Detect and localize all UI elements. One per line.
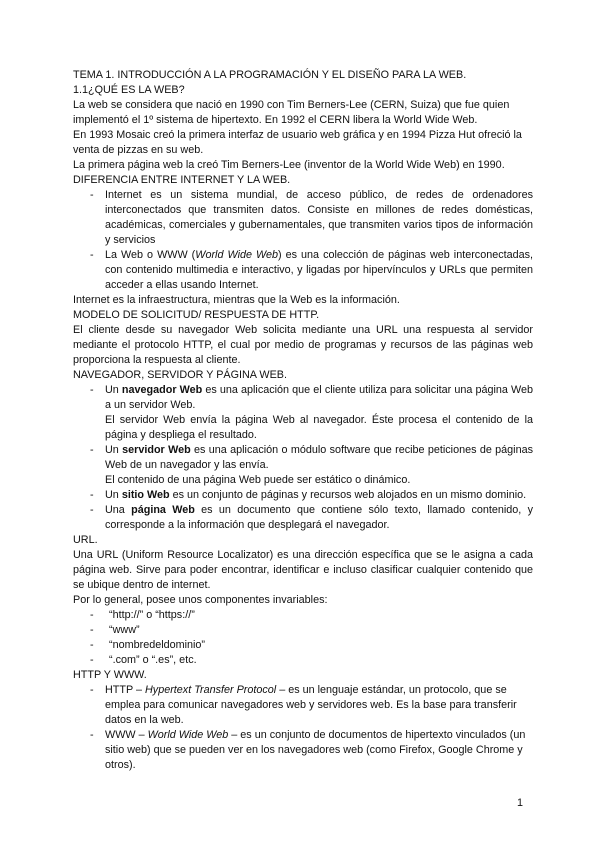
list-item: - “http://” o “https://” <box>73 608 533 623</box>
list-item: - “nombredeldominio” <box>73 638 533 653</box>
section-heading-url: URL. <box>73 534 98 546</box>
paragraph-origen-web: La web se considera que nació en 1990 con Tim Berners-Lee (CERN, Suiza) que fue quien implementó el 1º sistema de hipertexto. En 1992 el CERN libera la World Wide Web. <box>73 99 510 126</box>
list-item-servidor: - Un servidor Web es una aplicación o módulo software que recibe peticiones de páginas Web de un navegador y las envía. <box>73 443 533 473</box>
list-item-pagina: - Una página Web es un documento que contiene sólo texto, llamado contenido, y corresponde a la información que desplegará el navegador. <box>73 503 533 533</box>
paragraph-cliente-servidor: El cliente desde su navegador Web solicita mediante una URL una respuesta al servidor mediante el protocolo HTTP, el cual por medio de programas y recursos de las páginas web proporciona la respuesta al cliente. <box>73 324 533 366</box>
paragraph-infraestructura: Internet es la infraestructura, mientras que la Web es la información. <box>73 294 400 306</box>
page-number: 1 <box>517 797 524 809</box>
list-item-sitio: - Un sitio Web es un conjunto de páginas y recursos web alojados en un mismo dominio. <box>73 488 533 503</box>
section-heading-http-www: HTTP Y WWW. <box>73 669 147 681</box>
navegador-list <box>73 383 533 413</box>
document-page <box>73 68 533 773</box>
document-title: TEMA 1. INTRODUCCIÓN A LA PROGRAMACIÓN Y EL DISEÑO PARA LA WEB. <box>73 69 467 81</box>
list-item-internet: - Internet es un sistema mundial, de acceso público, de redes de ordenadores interconectados que transmiten datos. Consiste en millones de redes domésticas, académicas, comerciales y gubernamentales, que transmiten varios tipos de información y servicios <box>73 188 533 248</box>
list-item-web: - La Web o WWW (World Wide Web) es una colección de páginas web interconectadas, con contenido multimedia e interactivo, y ligadas por hipervínculos y URLs que permiten acceder a ellas usando Internet. <box>73 248 533 293</box>
paragraph-mosaic: En 1993 Mosaic creó la primera interfaz de usuario web gráfica y en 1994 Pizza Hut ofreció la venta de pizzas en su web. <box>73 129 522 156</box>
navegador-continuation: El servidor Web envía la página Web al navegador. Éste procesa el contenido de la página y despliega el resultado. <box>105 414 533 441</box>
list-item: - “.com” o “.es”, etc. <box>73 653 533 668</box>
list-item-www: - WWW – World Wide Web – es un conjunto de documentos de hipertexto vinculados (un sitio web) que se pueden ver en los navegadores web (como Firefox, Google Chrome y otros). <box>73 728 533 773</box>
paragraph-componentes: Por lo general, posee unos componentes invariables: <box>73 594 328 606</box>
url-components-list <box>73 608 533 668</box>
section-heading-internet-web: DIFERENCIA ENTRE INTERNET Y LA WEB. <box>73 174 291 186</box>
list-item: - “www” <box>73 623 533 638</box>
internet-web-list <box>73 188 533 293</box>
section-heading-navegador: NAVEGADOR, SERVIDOR Y PÁGINA WEB. <box>73 369 287 381</box>
paragraph-primera-pagina: La primera página web la creó Tim Berners-Lee (inventor de la World Wide Web) en 1990. <box>73 159 505 171</box>
section-heading-que-es-la-web: 1.1¿QUÉ ES LA WEB? <box>73 84 185 96</box>
list-item-navegador: - Un navegador Web es una aplicación que el cliente utiliza para solicitar una página Web a un servidor Web. <box>73 383 533 413</box>
section-heading-http-model: MODELO DE SOLICITUD/ RESPUESTA DE HTTP. <box>73 309 320 321</box>
servidor-continuation: El contenido de una página Web puede ser estático o dinámico. <box>105 474 411 486</box>
http-www-list <box>73 683 533 773</box>
paragraph-url: Una URL (Uniform Resource Localizator) es una dirección específica que se le asigna a cada página web. Sirve para poder encontrar, identificar e incluso clasificar cualquier contenido que se ubique dentro de internet. <box>73 549 533 591</box>
list-item-http: - HTTP – Hypertext Transfer Protocol – es un lenguaje estándar, un protocolo, que se emplea para comunicar navegadores web y servidores web. Es la base para transferir datos en la web. <box>73 683 533 728</box>
